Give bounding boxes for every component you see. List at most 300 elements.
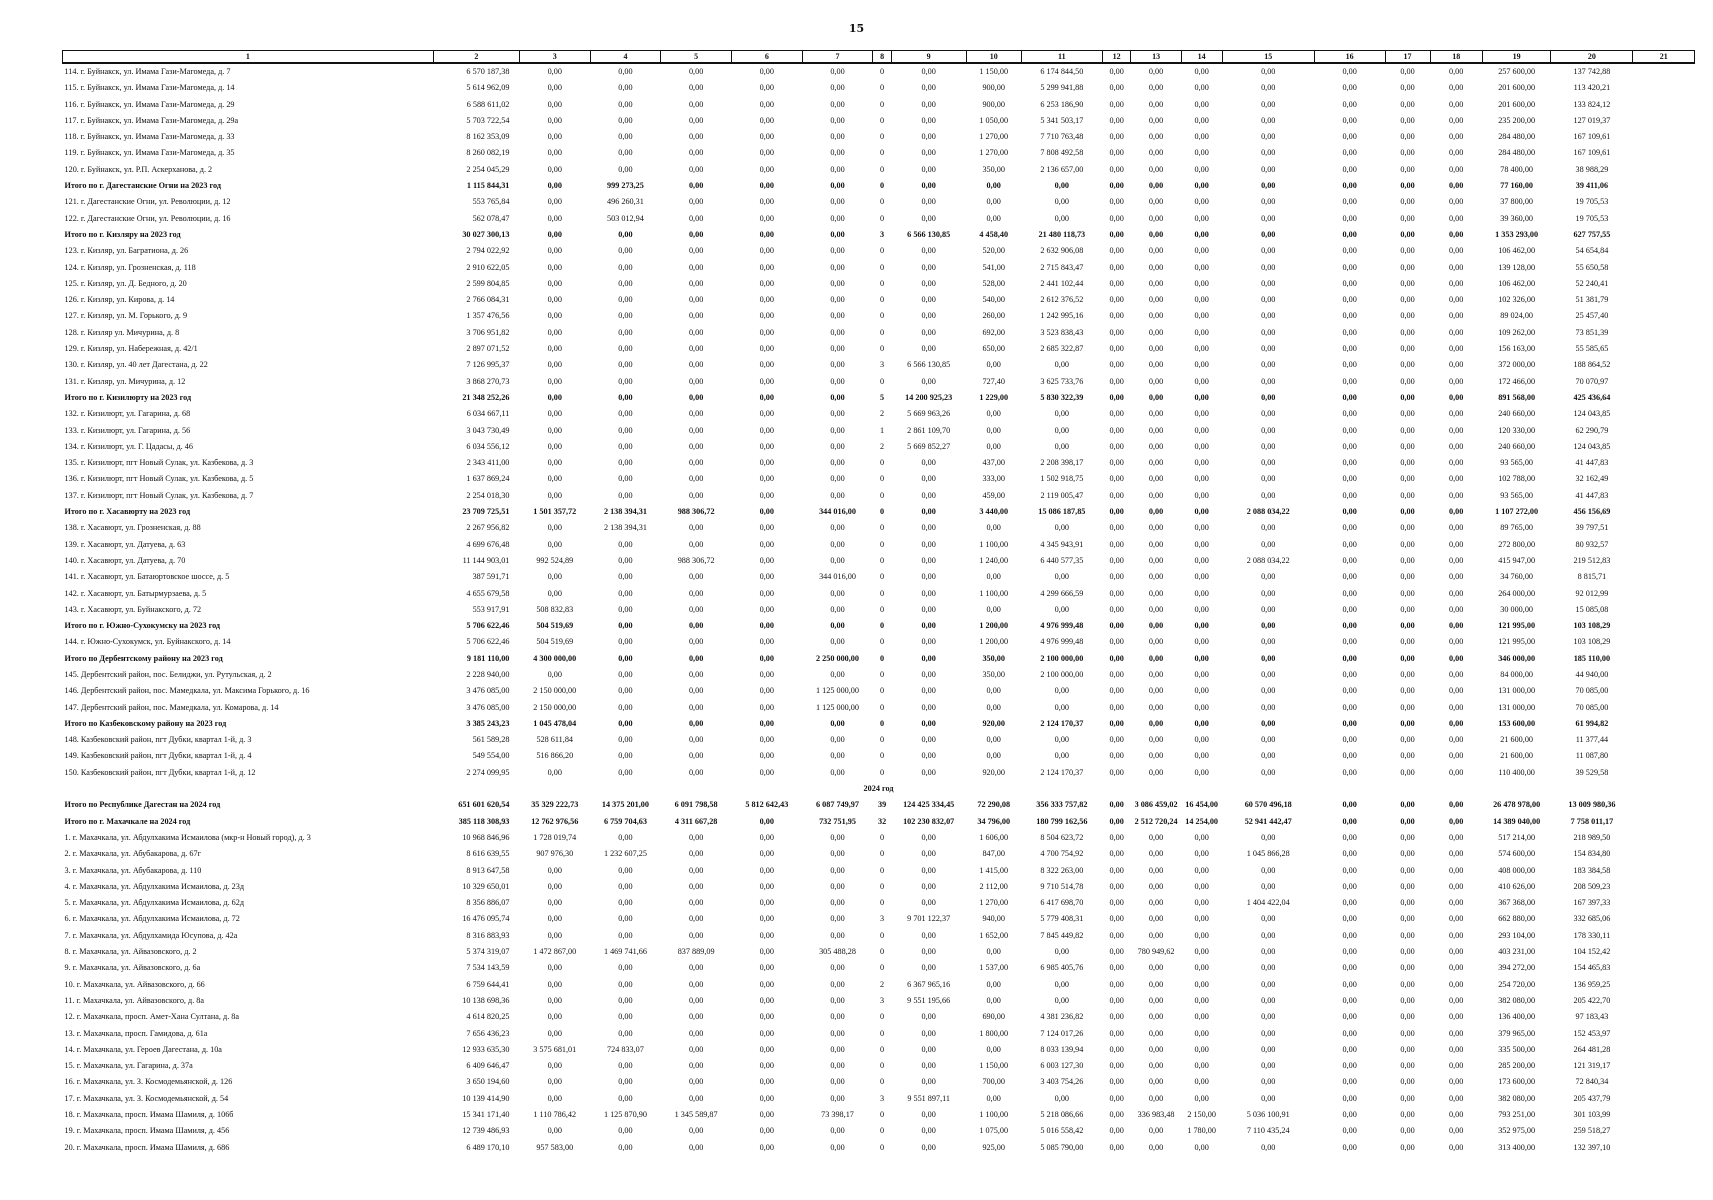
- value-cell-col-4: 0,00: [547, 1028, 562, 1038]
- value-cell-col-13: 0,00: [1109, 83, 1124, 93]
- value-cell-col-16: 2 088 034,22: [1246, 555, 1290, 565]
- value-cell-col-19: 0,00: [1449, 425, 1464, 435]
- value-cell-col-5: 0,00: [618, 930, 633, 940]
- value-cell-col-9: 0: [880, 327, 885, 337]
- value-cell-col-9: 0: [880, 344, 885, 354]
- value-cell-col-17: 0,00: [1342, 637, 1357, 647]
- value-cell-col-13: 0,00: [1109, 751, 1124, 761]
- value-cell-col-3: 5 703 722,54: [466, 115, 510, 125]
- value-cell-col-14: 0,00: [1148, 295, 1164, 305]
- value-cell-col-8: 0,00: [830, 881, 845, 891]
- value-cell-col-10: 6 566 130,85: [907, 229, 951, 239]
- value-cell-col-16: 0,00: [1261, 751, 1276, 761]
- value-cell-col-13: 0,00: [1109, 344, 1124, 354]
- value-cell-col-10: 0,00: [921, 751, 936, 761]
- value-cell-col-11: 520,00: [982, 246, 1005, 256]
- value-cell-col-8: 0,00: [830, 1028, 845, 1038]
- value-cell-col-17: 0,00: [1342, 83, 1357, 93]
- value-cell-col-9: 0: [880, 132, 885, 142]
- value-cell-col-10: 0,00: [921, 278, 936, 288]
- address-cell: 134. г. Кизилюрт, ул. Г. Цадасы, д. 46: [64, 441, 193, 451]
- value-cell-col-6: 0,00: [688, 1093, 704, 1103]
- column-header-20: 20: [1551, 51, 1633, 64]
- value-cell-col-8: 0,00: [830, 392, 845, 402]
- value-cell-col-19: 0,00: [1449, 262, 1464, 272]
- value-cell-col-19: 0,00: [1449, 1142, 1464, 1152]
- value-cell-col-12: 0,00: [1054, 425, 1069, 435]
- value-cell-col-5: 0,00: [618, 246, 633, 256]
- value-cell-col-7: 0,00: [759, 865, 774, 875]
- value-cell-col-7: 0,00: [759, 588, 774, 598]
- value-cell-col-12: 2 715 843,47: [1040, 262, 1084, 272]
- value-cell-col-21: 167 109,61: [1573, 132, 1611, 142]
- value-cell-col-18: 0,00: [1400, 865, 1415, 875]
- value-cell-col-21: 44 940,00: [1575, 669, 1609, 679]
- value-cell-col-6: 0,00: [688, 115, 704, 125]
- value-cell-col-20: 408 000,00: [1498, 865, 1536, 875]
- value-cell-col-11: 1 270,00: [979, 132, 1009, 142]
- value-cell-col-15: 0,00: [1194, 979, 1209, 989]
- value-cell-col-4: 2 150 000,00: [533, 686, 577, 696]
- table-row: [63, 194, 1695, 210]
- value-cell-col-13: 0,00: [1109, 99, 1124, 109]
- value-cell-col-21: 39 529,58: [1575, 767, 1609, 777]
- value-cell-col-13: 0,00: [1109, 555, 1124, 565]
- value-cell-col-6: 0,00: [688, 1028, 704, 1038]
- value-cell-col-21: 70 085,00: [1575, 686, 1609, 696]
- value-cell-col-16: 0,00: [1261, 832, 1276, 842]
- value-cell-col-20: 293 104,00: [1498, 930, 1536, 940]
- value-cell-col-15: 0,00: [1194, 474, 1209, 484]
- value-cell-col-5: 0,00: [618, 344, 633, 354]
- value-cell-col-16: 0,00: [1261, 735, 1276, 745]
- address-cell: 16. г. Махачкала, ул. З. Космодемьянской, д. 126: [64, 1077, 233, 1087]
- value-cell-col-15: 0,00: [1194, 1093, 1209, 1103]
- value-cell-col-20: 34 760,00: [1500, 572, 1533, 582]
- value-cell-col-11: 0,00: [986, 735, 1001, 745]
- value-cell-col-21: 104 152,42: [1573, 947, 1611, 957]
- table-row: [63, 911, 1695, 927]
- value-cell-col-6: 0,00: [688, 490, 704, 500]
- value-cell-col-7: 0,00: [759, 507, 774, 517]
- value-cell-col-18: 0,00: [1400, 963, 1415, 973]
- value-cell-col-3: 5 706 622,46: [466, 621, 510, 631]
- value-cell-col-20: 382 080,00: [1498, 1093, 1536, 1103]
- value-cell-col-17: 0,00: [1342, 979, 1357, 989]
- value-cell-col-10: 0,00: [921, 474, 936, 484]
- value-cell-col-4: 0,00: [547, 181, 562, 191]
- value-cell-col-9: 0: [880, 246, 885, 256]
- value-cell-col-18: 0,00: [1400, 653, 1415, 663]
- value-cell-col-10: 0,00: [921, 181, 936, 191]
- value-cell-col-17: 0,00: [1342, 409, 1357, 419]
- value-cell-col-20: 84 000,00: [1500, 669, 1533, 679]
- value-cell-col-15: 0,00: [1194, 898, 1209, 908]
- value-cell-col-5: 1 125 870,90: [603, 1110, 647, 1119]
- column-header-7: 7: [802, 51, 873, 64]
- value-cell-col-6: 0,00: [688, 995, 704, 1005]
- value-cell-col-20: 517 214,00: [1498, 832, 1536, 842]
- value-cell-col-21: 73 851,39: [1575, 327, 1609, 337]
- value-cell-col-5: 0,00: [618, 441, 633, 451]
- value-cell-col-15: 0,00: [1194, 67, 1209, 76]
- value-cell-col-19: 0,00: [1449, 963, 1464, 973]
- value-cell-col-15: 0,00: [1194, 409, 1209, 419]
- value-cell-col-8: 0,00: [830, 588, 845, 598]
- value-cell-col-18: 0,00: [1400, 376, 1415, 386]
- value-cell-col-11: 0,00: [986, 947, 1001, 957]
- value-cell-col-14: 0,00: [1148, 995, 1164, 1005]
- value-cell-col-14: 0,00: [1148, 767, 1164, 777]
- value-cell-col-17: 0,00: [1342, 735, 1357, 745]
- value-cell-col-11: 1 075,00: [979, 1126, 1009, 1136]
- value-cell-col-8: 0,00: [830, 735, 845, 745]
- value-cell-col-14: 0,00: [1148, 376, 1164, 386]
- value-cell-col-16: 0,00: [1261, 132, 1276, 142]
- value-cell-col-19: 0,00: [1449, 979, 1464, 989]
- value-cell-col-10: 2 861 109,70: [907, 425, 951, 435]
- value-cell-col-3: 8 356 886,07: [466, 898, 510, 908]
- value-cell-col-18: 0,00: [1400, 702, 1415, 712]
- table-row: [63, 1009, 1695, 1025]
- table-row: [63, 325, 1695, 341]
- value-cell-col-16: 0,00: [1261, 979, 1276, 989]
- value-cell-col-3: 3 043 730,49: [466, 425, 510, 435]
- value-cell-col-14: 0,00: [1148, 115, 1164, 125]
- value-cell-col-3: 3 476 085,00: [466, 702, 510, 712]
- value-cell-col-3: 10 329 650,01: [462, 881, 510, 891]
- value-cell-col-21: 124 043,85: [1573, 409, 1611, 419]
- address-cell: 138. г. Хасавюрт, ул. Грозненская, д. 88: [64, 523, 201, 533]
- value-cell-col-15: 2 150,00: [1187, 1110, 1216, 1119]
- value-cell-col-8: 0,00: [830, 229, 845, 239]
- value-cell-col-15: 0,00: [1194, 702, 1209, 712]
- value-cell-col-9: 0: [880, 490, 885, 500]
- value-cell-col-11: 34 796,00: [977, 816, 1011, 826]
- value-cell-col-5: 0,00: [618, 99, 633, 109]
- value-cell-col-18: 0,00: [1400, 1110, 1415, 1119]
- value-cell-col-9: 0: [880, 458, 885, 468]
- value-cell-col-18: 0,00: [1400, 1126, 1415, 1136]
- value-cell-col-3: 15 341 171,40: [462, 1110, 510, 1119]
- value-cell-col-13: 0,00: [1109, 930, 1124, 940]
- value-cell-col-9: 0: [880, 751, 885, 761]
- value-cell-col-21: 8 815,71: [1577, 572, 1607, 582]
- value-cell-col-19: 0,00: [1449, 621, 1464, 631]
- value-cell-col-5: 2 138 394,31: [603, 523, 647, 533]
- value-cell-col-7: 0,00: [759, 849, 774, 859]
- value-cell-col-17: 0,00: [1342, 702, 1357, 712]
- value-cell-col-10: 124 425 334,45: [903, 800, 955, 810]
- value-cell-col-15: 0,00: [1194, 963, 1209, 973]
- table-row: [63, 357, 1695, 373]
- value-cell-col-18: 0,00: [1400, 686, 1415, 696]
- value-cell-col-11: 0,00: [986, 604, 1001, 614]
- value-cell-col-17: 0,00: [1342, 1077, 1357, 1087]
- value-cell-col-3: 6 409 646,47: [466, 1061, 510, 1071]
- value-cell-col-7: 0,00: [759, 816, 774, 826]
- value-cell-col-15: 0,00: [1194, 83, 1209, 93]
- value-cell-col-20: 240 660,00: [1498, 409, 1536, 419]
- value-cell-col-16: 0,00: [1261, 327, 1276, 337]
- value-cell-col-14: 0,00: [1148, 344, 1164, 354]
- value-cell-col-8: 0,00: [830, 1126, 845, 1136]
- value-cell-col-5: 14 375 201,00: [601, 800, 649, 810]
- value-cell-col-11: 0,00: [986, 409, 1001, 419]
- value-cell-col-21: 301 103,99: [1573, 1110, 1611, 1119]
- value-cell-col-16: 0,00: [1261, 115, 1276, 125]
- value-cell-col-6: 0,00: [688, 99, 704, 109]
- value-cell-col-12: 4 345 943,91: [1040, 539, 1084, 549]
- subtotal-row: [63, 716, 1695, 732]
- value-cell-col-15: 0,00: [1194, 669, 1209, 679]
- value-cell-col-20: 285 200,00: [1498, 1061, 1536, 1071]
- value-cell-col-18: 0,00: [1400, 197, 1415, 207]
- table-row: [63, 1140, 1695, 1156]
- value-cell-col-20: 26 478 978,00: [1493, 800, 1541, 810]
- value-cell-col-4: 0,00: [547, 99, 562, 109]
- value-cell-col-20: 272 800,00: [1498, 539, 1536, 549]
- value-cell-col-21: 152 453,97: [1573, 1028, 1611, 1038]
- value-cell-col-7: 0,00: [759, 539, 774, 549]
- value-cell-col-7: 0,00: [759, 1093, 774, 1103]
- value-cell-col-20: 284 480,00: [1498, 148, 1536, 158]
- value-cell-col-10: 0,00: [921, 344, 936, 354]
- value-cell-col-20: 235 200,00: [1498, 115, 1536, 125]
- value-cell-col-4: 0,00: [547, 490, 562, 500]
- value-cell-col-16: 0,00: [1261, 865, 1276, 875]
- value-cell-col-10: 9 551 897,11: [907, 1093, 951, 1103]
- value-cell-col-18: 0,00: [1400, 1061, 1415, 1071]
- value-cell-col-14: 0,00: [1148, 229, 1164, 239]
- value-cell-col-14: 0,00: [1148, 99, 1164, 109]
- value-cell-col-18: 0,00: [1400, 604, 1415, 614]
- value-cell-col-6: 0,00: [688, 669, 704, 679]
- value-cell-col-14: 0,00: [1148, 881, 1164, 891]
- table-row: [63, 569, 1695, 585]
- value-cell-col-12: 4 976 999,48: [1040, 637, 1084, 647]
- value-cell-col-17: 0,00: [1342, 767, 1357, 777]
- value-cell-col-4: 1 045 478,04: [533, 718, 577, 728]
- value-cell-col-16: 0,00: [1261, 229, 1276, 239]
- value-cell-col-21: 70 070,97: [1575, 376, 1609, 386]
- value-cell-col-9: 0: [880, 539, 885, 549]
- value-cell-col-19: 0,00: [1449, 83, 1464, 93]
- value-cell-col-17: 0,00: [1342, 474, 1357, 484]
- value-cell-col-8: 0,00: [830, 963, 845, 973]
- value-cell-col-14: 0,00: [1148, 751, 1164, 761]
- value-cell-col-3: 3 706 951,82: [466, 327, 510, 337]
- value-cell-col-21: 70 085,00: [1575, 702, 1609, 712]
- value-cell-col-6: 0,00: [688, 588, 704, 598]
- value-cell-col-5: 0,00: [618, 229, 633, 239]
- value-cell-col-8: 6 087 749,97: [816, 800, 859, 810]
- value-cell-col-14: 0,00: [1148, 327, 1164, 337]
- value-cell-col-8: 0,00: [830, 539, 845, 549]
- value-cell-col-15: 0,00: [1194, 132, 1209, 142]
- value-cell-col-21: 218 989,50: [1573, 832, 1611, 842]
- value-cell-col-13: 0,00: [1109, 458, 1124, 468]
- value-cell-col-8: 1 125 000,00: [816, 702, 859, 712]
- value-cell-col-3: 2 254 018,30: [466, 490, 510, 500]
- value-cell-col-14: 0,00: [1148, 181, 1164, 191]
- value-cell-col-17: 0,00: [1342, 181, 1357, 191]
- value-cell-col-9: 1: [880, 425, 885, 435]
- value-cell-col-11: 2 112,00: [979, 881, 1008, 891]
- value-cell-col-8: 0,00: [830, 181, 845, 191]
- address-cell: Итого по Казбековскому району на 2023 год: [64, 718, 227, 728]
- value-cell-col-4: 0,00: [547, 963, 562, 973]
- value-cell-col-15: 0,00: [1194, 1061, 1209, 1071]
- address-cell: 131. г. Кизляр, ул. Мичурина, д. 12: [64, 376, 186, 386]
- value-cell-col-10: 0,00: [921, 963, 936, 973]
- value-cell-col-11: 0,00: [986, 360, 1001, 370]
- value-cell-col-6: 0,00: [688, 213, 704, 223]
- value-cell-col-9: 0: [880, 1142, 885, 1152]
- value-cell-col-13: 0,00: [1109, 474, 1124, 484]
- address-cell: 15. г. Махачкала, ул. Гагарина, д. 37а: [64, 1061, 193, 1071]
- value-cell-col-5: 999 273,25: [607, 181, 644, 191]
- value-cell-col-6: 0,00: [688, 849, 704, 859]
- value-cell-col-3: 6 489 170,10: [466, 1142, 510, 1152]
- value-cell-col-9: 0: [880, 588, 885, 598]
- value-cell-col-11: 1 537,00: [979, 963, 1009, 973]
- table-row: [63, 423, 1695, 439]
- column-header-15: 15: [1222, 51, 1314, 64]
- address-cell: 120. г. Буйнакск, ул. Р.П. Аскерханова, д. 2: [64, 164, 213, 174]
- value-cell-col-17: 0,00: [1342, 132, 1357, 142]
- value-cell-col-15: 0,00: [1194, 262, 1209, 272]
- value-cell-col-17: 0,00: [1342, 572, 1357, 582]
- value-cell-col-6: 0,00: [688, 930, 704, 940]
- value-cell-col-3: 2 766 084,31: [466, 295, 510, 305]
- value-cell-col-18: 0,00: [1400, 751, 1415, 761]
- value-cell-col-20: 891 568,00: [1498, 392, 1536, 402]
- value-cell-col-13: 0,00: [1109, 1110, 1124, 1119]
- value-cell-col-13: 0,00: [1109, 1061, 1124, 1071]
- value-cell-col-13: 0,00: [1109, 832, 1124, 842]
- value-cell-col-18: 0,00: [1400, 914, 1415, 924]
- value-cell-col-7: 0,00: [759, 979, 774, 989]
- value-cell-col-9: 0: [880, 1110, 885, 1119]
- value-cell-col-3: 553 765,84: [472, 197, 510, 207]
- address-cell: Итого по Дербентскому району на 2023 год: [64, 653, 223, 663]
- value-cell-col-15: 0,00: [1194, 327, 1209, 337]
- value-cell-col-8: 0,00: [830, 246, 845, 256]
- value-cell-col-7: 0,00: [759, 148, 774, 158]
- value-cell-col-19: 0,00: [1449, 816, 1464, 826]
- column-header-2: 2: [433, 51, 519, 64]
- value-cell-col-10: 0,00: [921, 1044, 936, 1054]
- value-cell-col-11: 0,00: [986, 572, 1001, 582]
- value-cell-col-9: 0: [880, 83, 885, 93]
- value-cell-col-7: 0,00: [759, 1061, 774, 1071]
- value-cell-col-17: 0,00: [1342, 751, 1357, 761]
- value-cell-col-5: 0,00: [618, 914, 633, 924]
- value-cell-col-7: 0,00: [759, 213, 774, 223]
- value-cell-col-15: 0,00: [1194, 621, 1209, 631]
- value-cell-col-21: 11 087,80: [1575, 751, 1609, 761]
- value-cell-col-13: 0,00: [1109, 686, 1124, 696]
- value-cell-col-13: 0,00: [1109, 132, 1124, 142]
- value-cell-col-5: 0,00: [618, 1142, 633, 1152]
- value-cell-col-4: 0,00: [547, 409, 562, 419]
- value-cell-col-10: 0,00: [921, 555, 936, 565]
- value-cell-col-18: 0,00: [1400, 555, 1415, 565]
- value-cell-col-11: 1 240,00: [979, 555, 1009, 565]
- value-cell-col-12: 180 799 162,56: [1036, 816, 1088, 826]
- subtotal-row: [63, 618, 1695, 634]
- value-cell-col-4: 0,00: [547, 914, 562, 924]
- value-cell-col-11: 0,00: [986, 181, 1001, 191]
- value-cell-col-6: 0,00: [688, 392, 704, 402]
- value-cell-col-10: 0,00: [921, 1028, 936, 1038]
- value-cell-col-21: 103 108,29: [1573, 621, 1611, 631]
- value-cell-col-3: 12 933 635,30: [462, 1044, 510, 1054]
- value-cell-col-20: 106 462,00: [1498, 246, 1536, 256]
- value-cell-col-14: 0,00: [1148, 914, 1164, 924]
- value-cell-col-8: 732 751,95: [819, 816, 856, 826]
- column-header-19: 19: [1482, 51, 1551, 64]
- value-cell-col-8: 0,00: [830, 409, 845, 419]
- value-cell-col-9: 0: [880, 197, 885, 207]
- value-cell-col-12: 7 845 449,82: [1040, 930, 1084, 940]
- value-cell-col-6: 0,00: [688, 376, 704, 386]
- value-cell-col-7: 0,00: [759, 425, 774, 435]
- value-cell-col-10: 0,00: [921, 621, 936, 631]
- value-cell-col-3: 6 034 667,11: [466, 409, 510, 419]
- value-cell-col-4: 1 728 019,74: [533, 832, 577, 842]
- table-row: [63, 162, 1695, 178]
- value-cell-col-19: 0,00: [1449, 458, 1464, 468]
- value-cell-col-9: 0: [880, 604, 885, 614]
- value-cell-col-10: 0,00: [921, 83, 936, 93]
- table-row: [63, 471, 1695, 487]
- value-cell-col-4: 0,00: [547, 278, 562, 288]
- value-cell-col-5: 0,00: [618, 425, 633, 435]
- column-header-16: 16: [1314, 51, 1385, 64]
- value-cell-col-12: 7 124 017,26: [1040, 1028, 1084, 1038]
- value-cell-col-5: 0,00: [618, 1126, 633, 1136]
- value-cell-col-6: 0,00: [688, 132, 704, 142]
- value-cell-col-4: 0,00: [547, 572, 562, 582]
- value-cell-col-21: 7 758 011,17: [1570, 816, 1614, 826]
- value-cell-col-20: 93 565,00: [1500, 458, 1533, 468]
- value-cell-col-5: 2 138 394,31: [603, 507, 647, 517]
- value-cell-col-21: 167 397,33: [1573, 898, 1611, 908]
- value-cell-col-18: 0,00: [1400, 262, 1415, 272]
- value-cell-col-4: 0,00: [547, 539, 562, 549]
- address-cell: 136. г. Кизилюрт, пгт Новый Сулак, ул. Казбекова, д. 5: [64, 474, 254, 484]
- value-cell-col-19: 0,00: [1449, 865, 1464, 875]
- value-cell-col-3: 5 374 319,07: [466, 947, 510, 957]
- value-cell-col-12: 0,00: [1054, 1093, 1069, 1103]
- value-cell-col-16: 0,00: [1261, 409, 1276, 419]
- value-cell-col-11: 940,00: [982, 914, 1005, 924]
- value-cell-col-20: 313 400,00: [1498, 1142, 1536, 1152]
- value-cell-col-12: 0,00: [1054, 409, 1069, 419]
- value-cell-col-11: 1 270,00: [979, 898, 1009, 908]
- value-cell-col-16: 0,00: [1261, 197, 1276, 207]
- value-cell-col-11: 1 200,00: [979, 637, 1009, 647]
- table-row: [63, 765, 1695, 781]
- value-cell-col-4: 0,00: [547, 83, 562, 93]
- value-cell-col-16: 0,00: [1261, 572, 1276, 582]
- value-cell-col-7: 0,00: [759, 1028, 774, 1038]
- address-cell: 115. г. Буйнакск, ул. Имама Гази-Магомеда, д. 14: [64, 83, 235, 93]
- value-cell-col-9: 0: [880, 1077, 885, 1087]
- value-cell-col-10: 102 230 832,07: [903, 816, 955, 826]
